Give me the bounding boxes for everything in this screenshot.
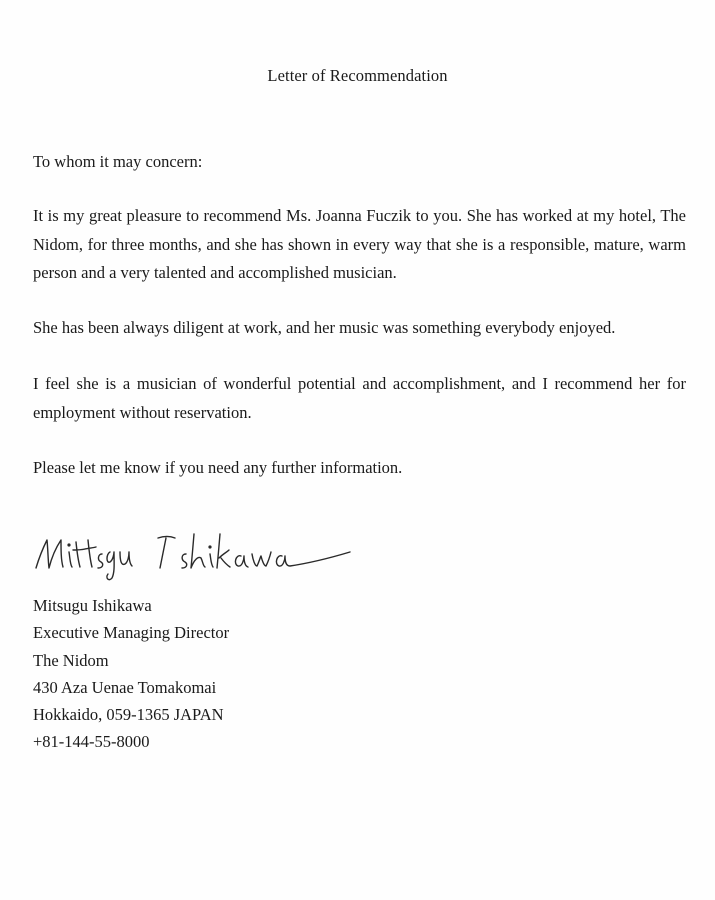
paragraph-recommendation: It is my great pleasure to recommend Ms. Joanna Fuczik to you. She has worked at my hotel, The Nidom, for three months, and she has shown in every way that she is a responsible, mature, warm person and a very talented and accomplished musician. [33, 206, 686, 282]
address-line-1: 430 Aza Uenae Tomakomai [33, 677, 217, 697]
paragraph-potential: I feel she is a musician of wonderful potential and accomplishment, and I recommend her for employment without reservation. [33, 374, 686, 422]
salutation: To whom it may concern: [33, 152, 203, 171]
signer-organization: The Nidom [33, 650, 109, 670]
paragraph-closing: Please let me know if you need any further information. [33, 458, 403, 477]
phone-number: +81-144-55-8000 [33, 732, 150, 752]
handwritten-signature [30, 520, 360, 584]
signer-position: Executive Managing Director [33, 623, 230, 643]
signer-name: Mitsugu Ishikawa [33, 596, 152, 615]
letter-title: Letter of Recommendation [267, 66, 448, 85]
paragraph-diligence: She has been always diligent at work, and her music was something everybody enjoyed. [33, 318, 616, 337]
address-line-2: Hokkaido, 059-1365 JAPAN [33, 705, 224, 725]
signature-block [33, 592, 229, 756]
